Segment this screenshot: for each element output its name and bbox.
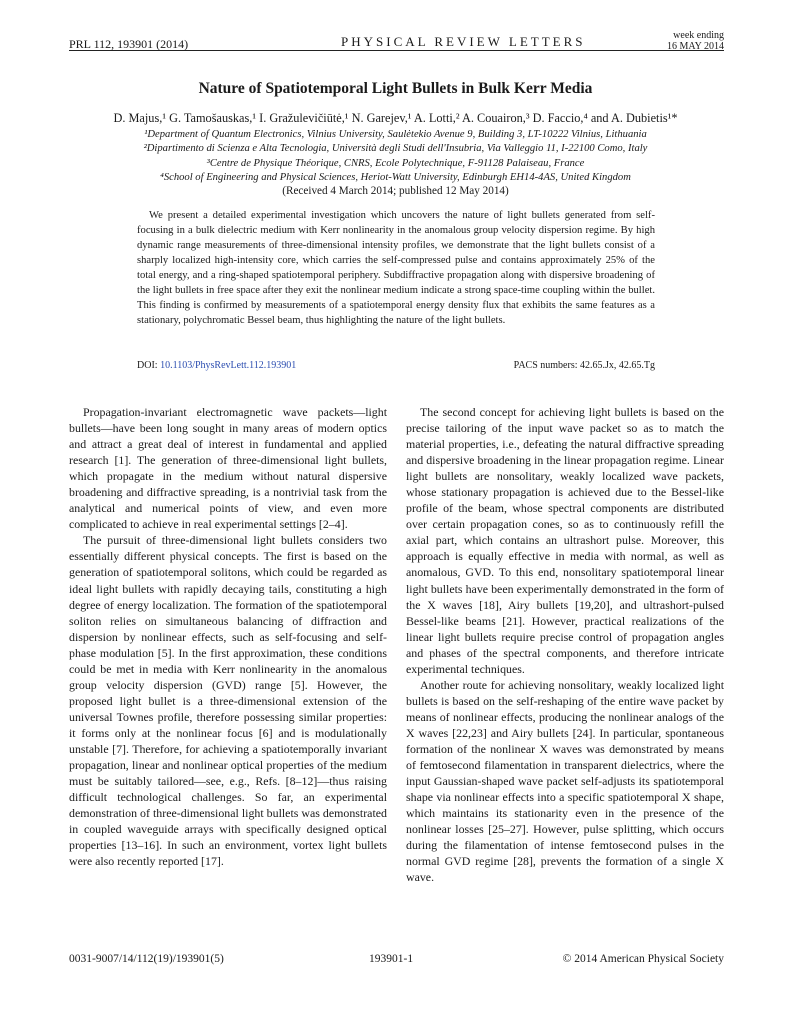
week-ending-label: week ending xyxy=(673,30,724,41)
header-rule xyxy=(69,50,724,51)
paragraph: The second concept for achieving light bullets is based on the precise tailoring of the input wave packet so as to match the material properties, i.e., defeating the natural diffractive spreading and dispersive broadening in the linear propagation regime. Linear light bullets are nonsolitary, weakly localized wave packets, whose stationary propagation is achieved due to the Bessel-like profile of the beam, whose spectral components are distributed over certain propagation cones, so as to continuously refill the axial part, which contains an ultrashort pulse. Moreover, this approach is equally effective in media with normal, as well as anomalous, GVD. To this end, nonsolitary spatiotemporal linear light bullets have been experimentally demonstrated in the form of the X waves [18], Airy bullets [19,20], and ultrashort-pulsed Bessel-like beams [21]. However, practical realizations of the linear light bullets require precise control of propagation angles and phases of the spectral components, and therefore intricate experimental techniques. xyxy=(406,405,724,676)
week-ending xyxy=(667,30,724,52)
abstract: We present a detailed experimental investigation which uncovers the nature of light bullets generated from self-focusing in a bulk dielectric medium with Kerr nonlinearity in the anomalous group velocity dispersion regime. By high dynamic range measurements of three-dimensional intensity profiles, we demonstrate that the light bullets consist of a sharply localized high-intensity core, which carries the self-compressed pulse and contains approximately 25% of the total energy, and a ring-shaped spatiotemporal periphery. Subdiffractive propagation along with dispersive broadening of the light bullets in free space after they exit the nonlinear medium indicate a strong space-time coupling within the bullet. This finding is confirmed by measurements of a spatiotemporal energy density flux that exhibits the same features as a stationary, polychromatic Bessel beam, thus highlighting the nature of the light bullets. xyxy=(137,210,655,326)
issn-code: 0031-9007/14/112(19)/193901(5) xyxy=(69,953,224,965)
affiliation-3: ³Centre de Physique Théorique, CNRS, Ecole Polytechnique, F-91128 Palaiseau, France xyxy=(206,157,585,169)
received-dates: (Received 4 March 2014; published 12 May 2014) xyxy=(282,185,509,197)
affiliations xyxy=(0,128,791,185)
doi-label: DOI: xyxy=(137,360,158,371)
copyright: © 2014 American Physical Society xyxy=(562,953,724,965)
pacs-numbers: PACS numbers: 42.65.Jx, 42.65.Tg xyxy=(513,360,655,371)
doi-line xyxy=(137,360,296,371)
journal-name: PHYSICAL REVIEW LETTERS xyxy=(341,34,586,49)
paper-title: Nature of Spatiotemporal Light Bullets in Bulk Kerr Media xyxy=(198,80,593,97)
page-number: 193901-1 xyxy=(369,953,414,965)
doi-link[interactable]: 10.1103/PhysRevLett.112.193901 xyxy=(160,360,297,371)
author-list: D. Majus,¹ G. Tamošauskas,¹ I. Gražulevičiūtė,¹ N. Garejev,¹ A. Lotti,² A. Couairon,³ D. Faccio,⁴ and A. Dubietis¹* xyxy=(113,111,678,125)
running-header xyxy=(69,30,724,60)
journal-reference: PRL 112, 193901 (2014) xyxy=(69,37,189,51)
paragraph: The pursuit of three-dimensional light bullets considers two essentially different physical concepts. The first is based on the generation of spatiotemporal solitons, which could be regarded as ideal light bullets with rapidly decaying tails, constituting a high degree of energy localization. The formation of the spatiotemporal soliton relies on simultaneous balancing of diffraction and dispersion by nonlinear effects, such as self-focusing and self-phase modulation [5]. In the first approximation, these conditions could be met in media with Kerr nonlinearity in the anomalous group velocity dispersion (GVD) range [5]. However, the proposed light bullet is a three-dimensional extension of the universal Townes profile, therefore possessing similar properties: it forms only at the nonlinear focus [6] and is modulationally unstable [7]. Therefore, for achieving a spatiotemporally invariant propagation, linear and nonlinear optical properties of the medium must be suitably tailored—see, e.g., Refs. [8–12]—thus raising difficult technological challenges. So far, an experimental demonstration of three-dimensional light bullets was demonstrated in coupled waveguide arrays with specifically designed optical properties [13–16]. In such an environment, vortex light bullets were also recently reported [17]. xyxy=(69,533,387,869)
week-ending-date: 16 MAY 2014 xyxy=(666,41,724,52)
left-column xyxy=(69,404,387,869)
right-column xyxy=(406,404,724,885)
affiliation-1: ¹Department of Quantum Electronics, Vilnius University, Saulėtekio Avenue 9, Building 3, LT-10222 Vilnius, Lithuania xyxy=(144,129,647,140)
affiliation-4: ⁴School of Engineering and Physical Sciences, Heriot-Watt University, Edinburgh EH14-4AS, United Kingdom xyxy=(160,171,631,183)
affiliation-2: ²Dipartimento di Scienza e Alta Tecnologia, Università degli Studi dell'Insubria, Via Valleggio 11, I-22100 Como, Italy xyxy=(143,143,648,155)
paragraph: Another route for achieving nonsolitary, weakly localized light bullets is based on the self-reshaping of the entire wave packet by means of nonlinear effects, producing the nonlinear analogs of the X waves [22,23] and Airy bullets [24]. In particular, spontaneous formation of the nonlinear X waves was demonstrated by means of femtosecond filamentation in transparent dielectrics, where the input Gaussian-shaped wave packet self-adjusts its spatiotemporal shape via nonlinear effects into a specific spatiotemporal X shape, which maintains its stationarity even in the presence of the nonlinear losses [25–27]. However, pulse splitting, which occurs during the filamentation of intense femtosecond pulses in the normal GVD regime [28], prevents the formation of a single X wave. xyxy=(406,677,724,885)
paragraph: Propagation-invariant electromagnetic wave packets—light bullets—have been long sought in many areas of modern optics and attract a great deal of interest in fundamental and applied research [1]. The generation of three-dimensional light bullets, which propagate in the medium without natural dispersive broadening and diffractive spreading, is a nontrivial task from the analytical and numerical points of view, and even more complicated to achieve in real experimental settings [2–4]. xyxy=(69,405,387,532)
